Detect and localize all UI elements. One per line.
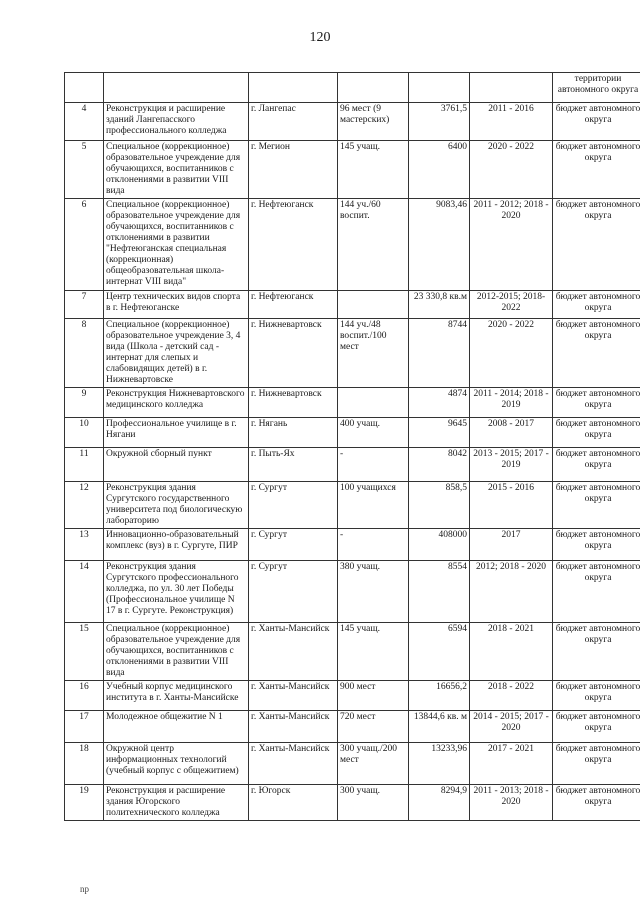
cell-capacity: 380 учащ.: [338, 561, 409, 623]
cell-location: г. Югорск: [249, 785, 338, 821]
cell-years: 2015 - 2016: [470, 482, 553, 529]
cell-location: г. Нижневартовск: [249, 388, 338, 418]
table-row-continued: [65, 73, 640, 103]
cell-years: 2017: [470, 529, 553, 561]
cell-years: [470, 73, 553, 103]
cell-capacity: [338, 73, 409, 103]
table-row: [65, 623, 640, 681]
document-table: [64, 72, 640, 821]
cell-cost: 16656,2: [409, 681, 470, 711]
cell-capacity: 144 уч./60 воспит.: [338, 199, 409, 291]
cell-source: бюджет автономного округа: [553, 681, 640, 711]
cell-source: бюджет автономного округа: [553, 141, 640, 199]
cell-source: бюджет автономного округа: [553, 561, 640, 623]
cell-source: бюджет автономного округа: [553, 418, 640, 448]
cell-location: г. Нягань: [249, 418, 338, 448]
table-row: [65, 103, 640, 141]
cell-capacity: 720 мест: [338, 711, 409, 743]
footer-mark: np: [80, 884, 89, 894]
cell-capacity: 144 уч./48 воспит./100 мест: [338, 319, 409, 388]
cell-location: г. Пыть-Ях: [249, 448, 338, 482]
cell-num: [65, 73, 104, 103]
cell-name: Реконструкция Нижневартовского медицинского колледжа: [104, 388, 249, 418]
cell-location: г. Мегион: [249, 141, 338, 199]
cell-years: 2017 - 2021: [470, 743, 553, 785]
cell-years: 2014 - 2015; 2017 - 2020: [470, 711, 553, 743]
cell-name: [104, 73, 249, 103]
cell-capacity: 300 учащ.: [338, 785, 409, 821]
cell-name: Центр технических видов спорта в г. Нефтеюганске: [104, 291, 249, 319]
cell-years: 2008 - 2017: [470, 418, 553, 448]
cell-num: 5: [65, 141, 104, 199]
cell-cost: 858,5: [409, 482, 470, 529]
cell-name: Учебный корпус медицинского института в г. Ханты-Мансийске: [104, 681, 249, 711]
cell-cost: 3761,5: [409, 103, 470, 141]
table-row: [65, 291, 640, 319]
cell-location: г. Сургут: [249, 482, 338, 529]
cell-cost: 13844,6 кв. м: [409, 711, 470, 743]
cell-location: г. Сургут: [249, 529, 338, 561]
cell-cost: 408000: [409, 529, 470, 561]
cell-name: Молодежное общежитие N 1: [104, 711, 249, 743]
cell-name: Специальное (коррекционное) образовательное учреждение для обучающихся, воспитанников с отклонениями в развитии VIII вида: [104, 623, 249, 681]
cell-cost: 8042: [409, 448, 470, 482]
cell-cost: 13233,96: [409, 743, 470, 785]
cell-num: 18: [65, 743, 104, 785]
table-row: [65, 743, 640, 785]
table-row: [65, 561, 640, 623]
table-row: [65, 482, 640, 529]
cell-capacity: 900 мест: [338, 681, 409, 711]
cell-capacity: 300 учащ./200 мест: [338, 743, 409, 785]
cell-num: 17: [65, 711, 104, 743]
cell-name: Профессиональное училище в г. Нягани: [104, 418, 249, 448]
cell-location: [249, 73, 338, 103]
cell-source: бюджет автономного округа: [553, 743, 640, 785]
cell-capacity: 100 учащихся: [338, 482, 409, 529]
cell-cost: 8554: [409, 561, 470, 623]
cell-source: бюджет автономного округа: [553, 482, 640, 529]
cell-capacity: [338, 291, 409, 319]
cell-cost: 6400: [409, 141, 470, 199]
cell-years: 2011 - 2014; 2018 - 2019: [470, 388, 553, 418]
cell-years: 2011 - 2013; 2018 - 2020: [470, 785, 553, 821]
page-number: 120: [309, 30, 331, 45]
table-row: [65, 448, 640, 482]
cell-num: 12: [65, 482, 104, 529]
cell-source: бюджет автономного округа: [553, 103, 640, 141]
cell-name: Реконструкция здания Сургутского государственного университета под биологическую лабораторию: [104, 482, 249, 529]
cell-years: 2013 - 2015; 2017 - 2019: [470, 448, 553, 482]
cell-num: 14: [65, 561, 104, 623]
table-row: [65, 529, 640, 561]
cell-num: 16: [65, 681, 104, 711]
cell-years: 2018 - 2021: [470, 623, 553, 681]
cell-location: г. Нефтеюганск: [249, 291, 338, 319]
cell-cost: 8744: [409, 319, 470, 388]
cell-years: 2020 - 2022: [470, 319, 553, 388]
cell-cost: 23 330,8 кв.м: [409, 291, 470, 319]
cell-name: Инновационно-образовательный комплекс (вуз) в г. Сургуте, ПИР: [104, 529, 249, 561]
cell-name: Реконструкция и расширение здания Югорского политехнического колледжа: [104, 785, 249, 821]
cell-name: Окружной центр информационных технологий (учебный корпус с общежитием): [104, 743, 249, 785]
cell-source: бюджет автономного округа: [553, 785, 640, 821]
cell-source: бюджет автономного округа: [553, 319, 640, 388]
cell-num: 19: [65, 785, 104, 821]
cell-cost: 6594: [409, 623, 470, 681]
table-row: [65, 418, 640, 448]
cell-cost: [409, 73, 470, 103]
cell-location: г. Нижневартовск: [249, 319, 338, 388]
cell-years: 2011 - 2016: [470, 103, 553, 141]
cell-location: г. Лангепас: [249, 103, 338, 141]
cell-source: бюджет автономного округа: [553, 711, 640, 743]
cell-cost: 8294,9: [409, 785, 470, 821]
cell-cost: 9083,46: [409, 199, 470, 291]
cell-years: 2012-2015; 2018-2022: [470, 291, 553, 319]
cell-name: Специальное (коррекционное) образовательное учреждение 3, 4 вида (Школа - детский сад - интернат для слепых и слабовидящих детей) в г. Нижневартовске: [104, 319, 249, 388]
table-row: [65, 388, 640, 418]
table-row: [65, 681, 640, 711]
cell-years: 2011 - 2012; 2018 - 2020: [470, 199, 553, 291]
cell-capacity: 145 учащ.: [338, 623, 409, 681]
cell-name: Реконструкция здания Сургутского профессионального колледжа, по ул. 30 лет Победы (Профессиональное училище N 17 в г. Сургуте. Реконструкция): [104, 561, 249, 623]
cell-num: 8: [65, 319, 104, 388]
cell-years: 2012; 2018 - 2020: [470, 561, 553, 623]
cell-cost: 9645: [409, 418, 470, 448]
cell-capacity: -: [338, 529, 409, 561]
cell-years: 2020 - 2022: [470, 141, 553, 199]
cell-num: 10: [65, 418, 104, 448]
table-row: [65, 319, 640, 388]
cell-source: территории автономного округа: [553, 73, 640, 103]
cell-location: г. Нефтеюганск: [249, 199, 338, 291]
table-row: [65, 141, 640, 199]
cell-num: 6: [65, 199, 104, 291]
cell-source: бюджет автономного округа: [553, 199, 640, 291]
cell-name: Специальное (коррекционное) образовательное учреждение для обучающихся, воспитанников с отклонениями в развитии VIII вида: [104, 141, 249, 199]
cell-num: 15: [65, 623, 104, 681]
table-row: [65, 785, 640, 821]
cell-num: 13: [65, 529, 104, 561]
cell-location: г. Ханты-Мансийск: [249, 623, 338, 681]
cell-capacity: -: [338, 448, 409, 482]
cell-source: бюджет автономного округа: [553, 291, 640, 319]
table-row: [65, 711, 640, 743]
cell-location: г. Ханты-Мансийск: [249, 743, 338, 785]
cell-cost: 4874: [409, 388, 470, 418]
cell-num: 7: [65, 291, 104, 319]
cell-capacity: 145 учащ.: [338, 141, 409, 199]
cell-num: 11: [65, 448, 104, 482]
table-row: [65, 199, 640, 291]
cell-num: 4: [65, 103, 104, 141]
cell-name: Реконструкция и расширение зданий Лангепасского профессионального колледжа: [104, 103, 249, 141]
cell-location: г. Ханты-Мансийск: [249, 681, 338, 711]
cell-source: бюджет автономного округа: [553, 529, 640, 561]
cell-capacity: [338, 388, 409, 418]
cell-location: г. Сургут: [249, 561, 338, 623]
cell-capacity: 96 мест (9 мастерских): [338, 103, 409, 141]
cell-name: Окружной сборный пункт: [104, 448, 249, 482]
cell-location: г. Ханты-Мансийск: [249, 711, 338, 743]
cell-years: 2018 - 2022: [470, 681, 553, 711]
cell-source: бюджет автономного округа: [553, 623, 640, 681]
cell-source: бюджет автономного округа: [553, 448, 640, 482]
cell-name: Специальное (коррекционное) образовательное учреждение для обучающихся, воспитанников с отклонениями в развитии "Нефтеюганская специальная (коррекционная) общеобразовательная школа-интернат VIII вида": [104, 199, 249, 291]
cell-source: бюджет автономного округа: [553, 388, 640, 418]
cell-num: 9: [65, 388, 104, 418]
cell-capacity: 400 учащ.: [338, 418, 409, 448]
